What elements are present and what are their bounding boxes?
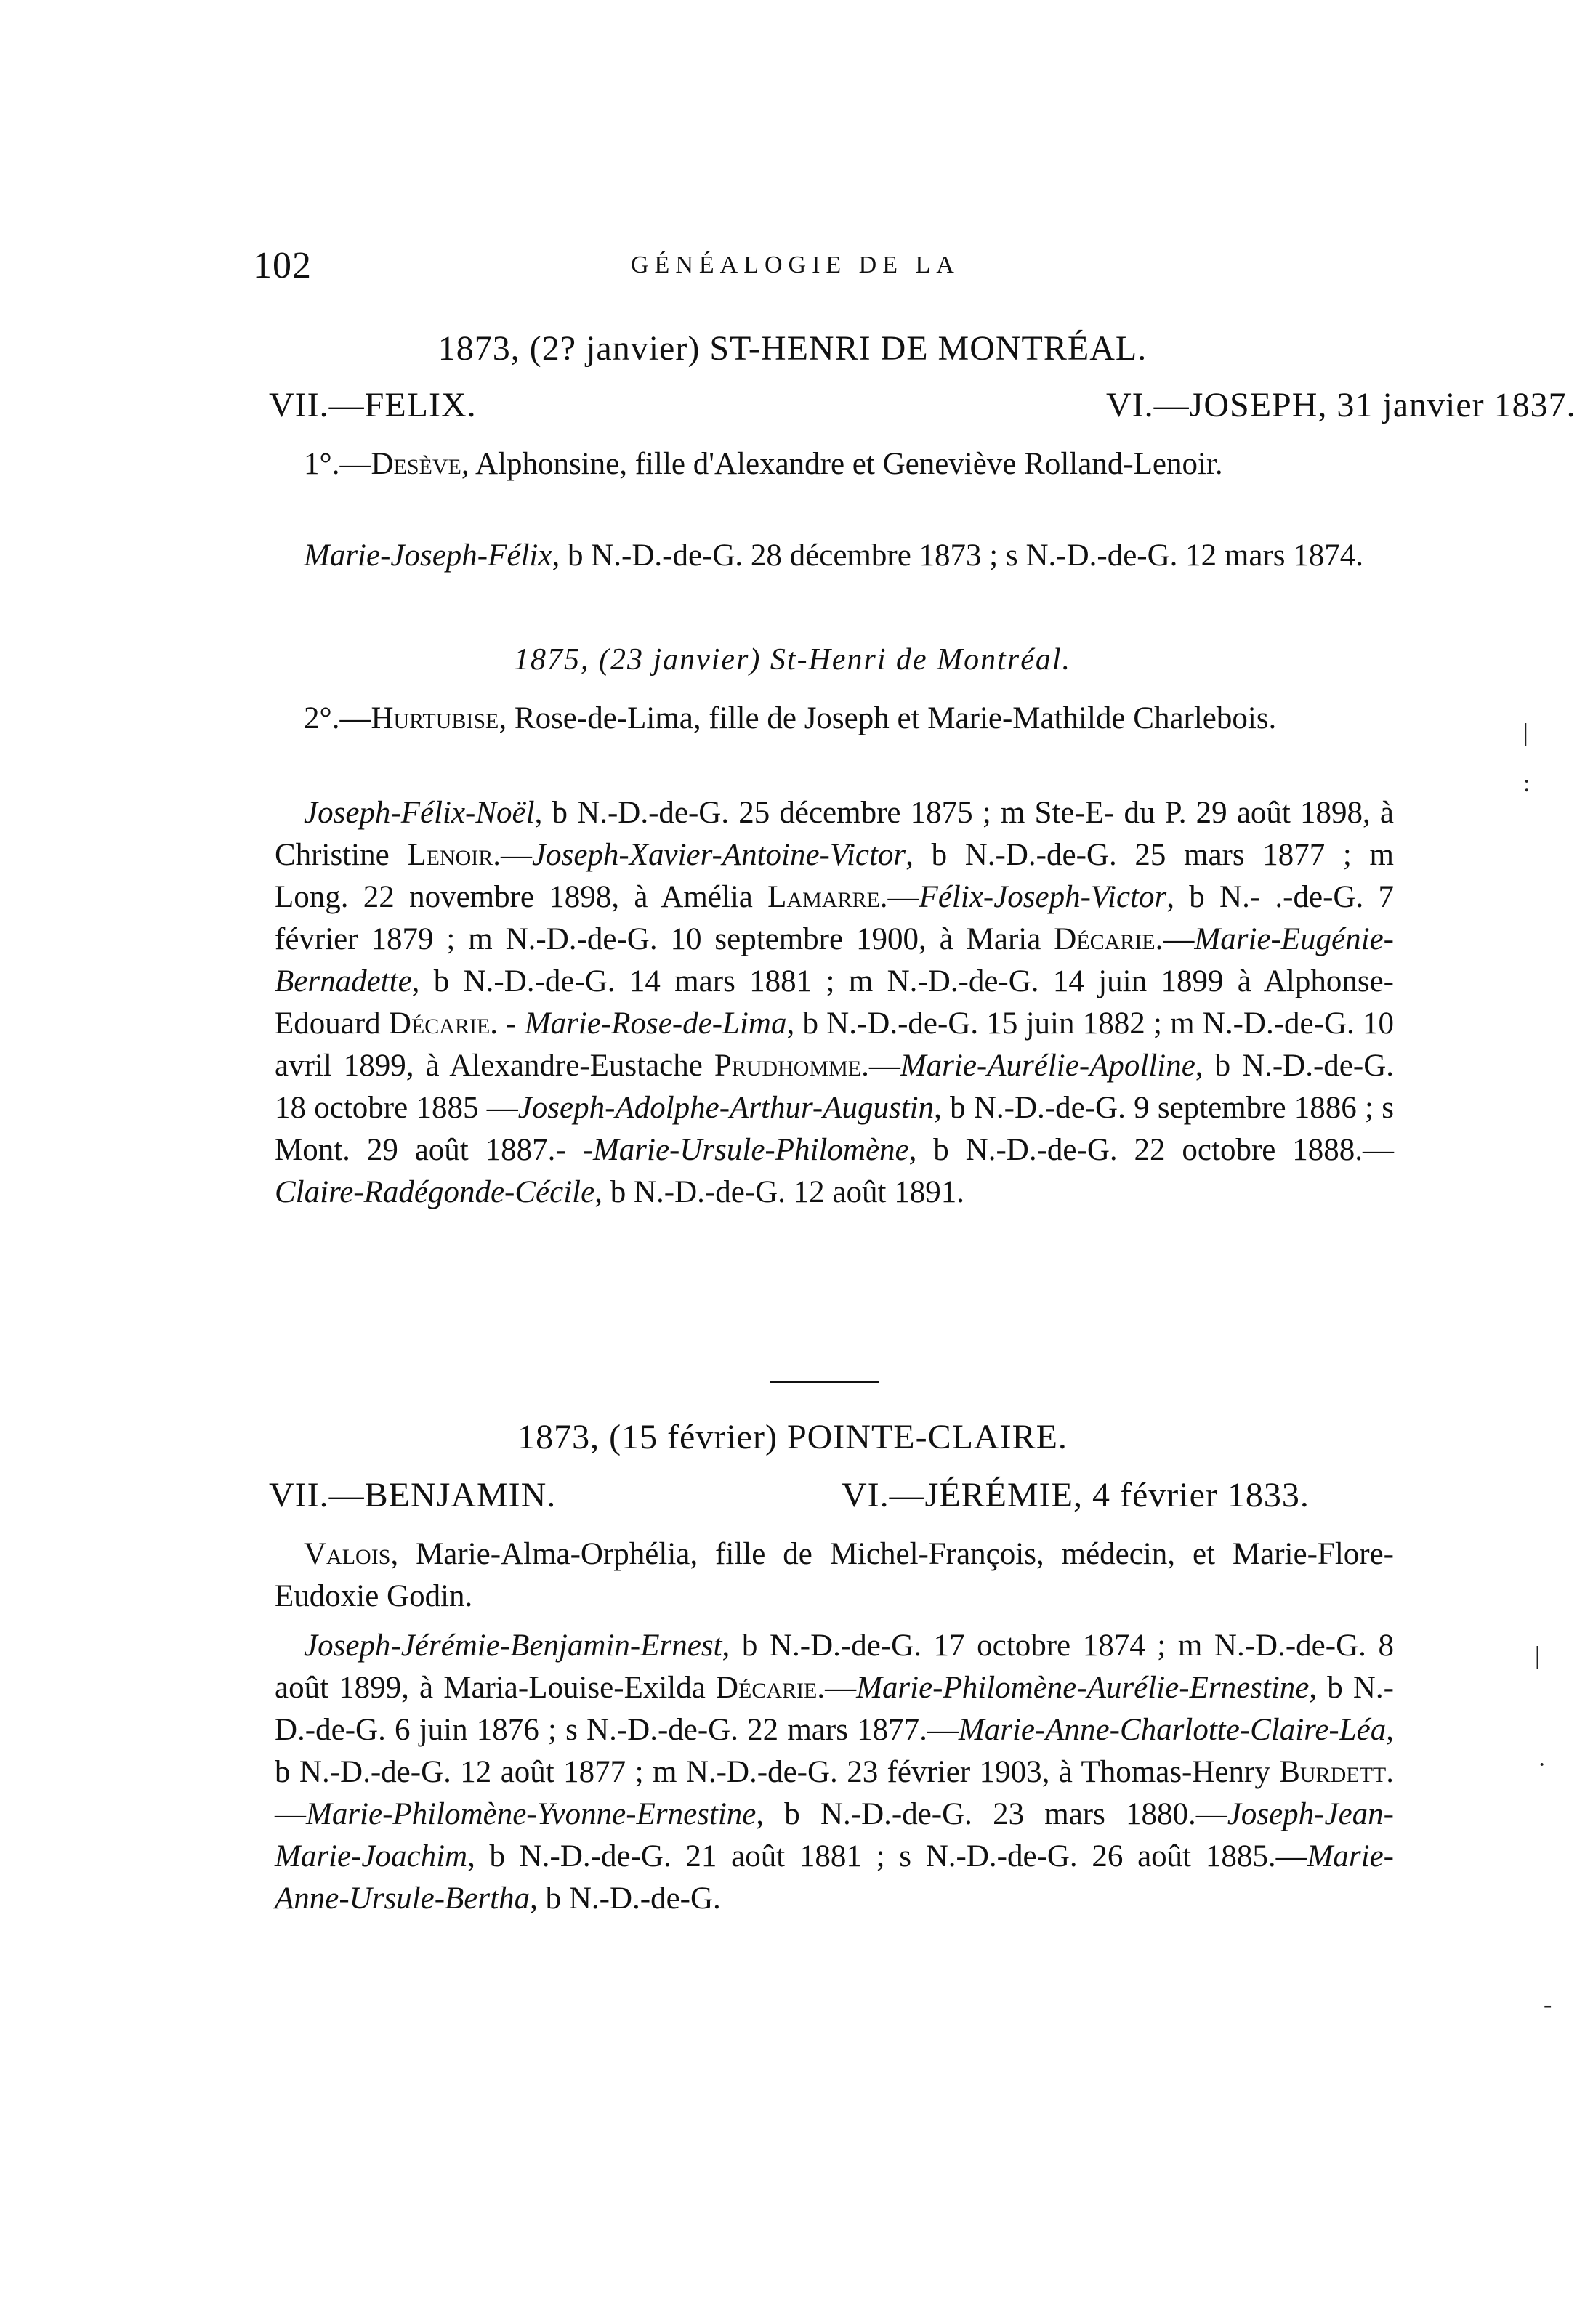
child-details: , b N.-D.-de-G. 28 décembre 1873 ; s N.-D.-de-G. 12 mars 1874. <box>552 538 1363 573</box>
child-name: Marie-Anne-Charlotte-Claire-Léa <box>958 1713 1387 1747</box>
spouse-surname: Décarie <box>388 1006 491 1041</box>
child-entry-1 <box>275 535 1394 577</box>
generation-right-2: VI.—JÉRÉMIE, 4 février 1833. <box>842 1476 1310 1514</box>
marriage-location-2: 1875, (23 janvier) St-Henri de Montréal. <box>513 643 1072 677</box>
entry-details: .— <box>493 838 532 872</box>
child-name: Marie-Joseph-Félix <box>304 538 552 573</box>
entry-details: , b N.-D.-de-G. 14 mars 1881 ; m N.-D.-de-G. 14 juin 1899 à Alphonse-Edouard <box>275 964 1394 1041</box>
entry-details: , b N.-D.-de-G. 17 octobre 1874 ; m N.-D.-de-G. 8 août 1899, à Maria-Louise-Exilda <box>275 1629 1394 1705</box>
running-head: GÉNÉALOGIE DE LA <box>631 251 960 278</box>
entry-details: , b N.-D.-de-G. 18 octobre 1885 — <box>275 1049 1395 1125</box>
entry-details: . - <box>490 1006 525 1041</box>
margin-mark: | <box>1523 719 1528 746</box>
entry-details: , b N.-D.-de-G. 25 décembre 1875 ; m Ste-E- du P. 29 août 1898, à Christine <box>275 796 1394 872</box>
child-name: Félix-Joseph-Victor <box>919 880 1167 914</box>
spouse-number: 1°.— <box>304 447 371 481</box>
entry-details: , b N.-D.-de-G. 23 mars 1880.— <box>756 1797 1227 1831</box>
child-name: Marie-Eugénie-Bernadette <box>275 922 1394 998</box>
spouse-surname: Décarie <box>715 1671 818 1705</box>
child-name: Marie-Anne-Ursule-Bertha <box>275 1839 1394 1916</box>
spouse-surname: Desève <box>371 447 461 481</box>
spouse-surname: Hurtubise <box>371 701 499 735</box>
entry-details: .— <box>817 1671 857 1705</box>
entry-details: , b N.-D.-de-G. 15 juin 1882 ; m N.-D.-de-G. 10 avril 1899, à Alexandre-Eustache <box>275 1006 1394 1083</box>
margin-mark: · <box>1538 1751 1546 1778</box>
section-divider <box>770 1381 879 1383</box>
entry-details: .— <box>275 1755 1394 1831</box>
spouse-entry-3 <box>275 1533 1394 1618</box>
child-name: Joseph-Adolphe-Arthur-Augustin <box>517 1091 935 1125</box>
spouse-surname: Prudhomme <box>714 1049 862 1083</box>
entry-details: , b N.-D.-de-G. 22 octobre 1888.— <box>908 1133 1395 1167</box>
generation-right-1: VI.—JOSEPH, 31 janvier 1837. <box>1106 386 1576 424</box>
entry-details: , b N.-D.-de-G. 12 août 1891. <box>594 1175 964 1209</box>
entry-details: , b N.- .-de-G. 7 février 1879 ; m N.-D.-de-G. 10 septembre 1900, à Maria <box>275 880 1394 956</box>
spouse-surname: Lenoir <box>407 838 493 872</box>
children-list-2 <box>275 1625 1394 1920</box>
spouse-surname: Burdett <box>1279 1755 1387 1789</box>
spouse-entry-2 <box>275 698 1394 740</box>
child-name: Marie-Rose-de-Lima <box>524 1006 787 1041</box>
spouse-surname: Lamarre <box>767 880 880 914</box>
child-name: Joseph-Félix-Noël <box>304 796 535 830</box>
child-name: Joseph-Jean-Marie-Joachim <box>275 1797 1394 1873</box>
entry-details: , b N.-D.-de-G. 6 juin 1876 ; s N.-D.-de-G. 22 mars 1877.— <box>275 1671 1394 1747</box>
child-name: Joseph-Jérémie-Benjamin-Ernest <box>304 1629 722 1663</box>
child-name: Joseph-Xavier-Antoine-Victor <box>532 838 906 872</box>
spouse-details: , Marie-Alma-Orphélia, fille de Michel-François, médecin, et Marie-Flore-Eudoxie Godin. <box>275 1537 1394 1613</box>
entry-details: .— <box>861 1049 900 1083</box>
entry-details: .— <box>1155 922 1195 956</box>
spouse-details: , Rose-de-Lima, fille de Joseph et Marie-Mathilde Charlebois. <box>499 701 1277 735</box>
child-name: Claire-Radégonde-Cécile <box>275 1175 595 1209</box>
spouse-details: , Alphonsine, fille d'Alexandre et Geneviève Rolland-Lenoir. <box>461 447 1223 481</box>
entry-details: , b N.-D.-de-G. 12 août 1877 ; m N.-D.-de-G. 23 février 1903, à Thomas-Henry <box>275 1713 1394 1789</box>
entry-details: , b N.-D.-de-G. <box>530 1881 721 1916</box>
margin-mark: | <box>1535 1642 1540 1669</box>
margin-mark: - <box>1544 1991 1552 2018</box>
marriage-heading-2: 1873, (15 février) POINTE-CLAIRE. <box>517 1418 1068 1456</box>
child-name: Marie-Philomène-Yvonne-Ernestine <box>306 1797 757 1831</box>
marriage-heading-1: 1873, (2? janvier) ST-HENRI DE MONTRÉAL. <box>437 329 1148 368</box>
spouse-surname: Décarie <box>1054 922 1156 956</box>
entry-details: , b N.-D.-de-G. 25 mars 1877 ; m Long. 22 novembre 1898, à Amélia <box>275 838 1394 914</box>
margin-mark: : <box>1523 770 1530 797</box>
spouse-number: 2°.— <box>304 701 371 735</box>
entry-details: .— <box>879 880 919 914</box>
child-name: Marie-Aurélie-Apolline <box>900 1049 1195 1083</box>
spouse-entry-1 <box>275 443 1394 485</box>
child-name: Marie-Ursule-Philomène <box>592 1133 909 1167</box>
entry-details: , b N.-D.-de-G. 9 septembre 1886 ; s Mont. 29 août 1887.- - <box>275 1091 1394 1167</box>
entry-details: , b N.-D.-de-G. 21 août 1881 ; s N.-D.-de-G. 26 août 1885.— <box>467 1839 1307 1873</box>
spouse-surname: Valois <box>304 1537 391 1571</box>
page-number: 102 <box>253 245 312 286</box>
child-name: Marie-Philomène-Aurélie-Ernestine <box>856 1671 1310 1705</box>
children-list-1 <box>275 792 1394 1214</box>
generation-left-1: VII.—FELIX. <box>269 386 477 424</box>
generation-left-2: VII.—BENJAMIN. <box>269 1476 557 1514</box>
